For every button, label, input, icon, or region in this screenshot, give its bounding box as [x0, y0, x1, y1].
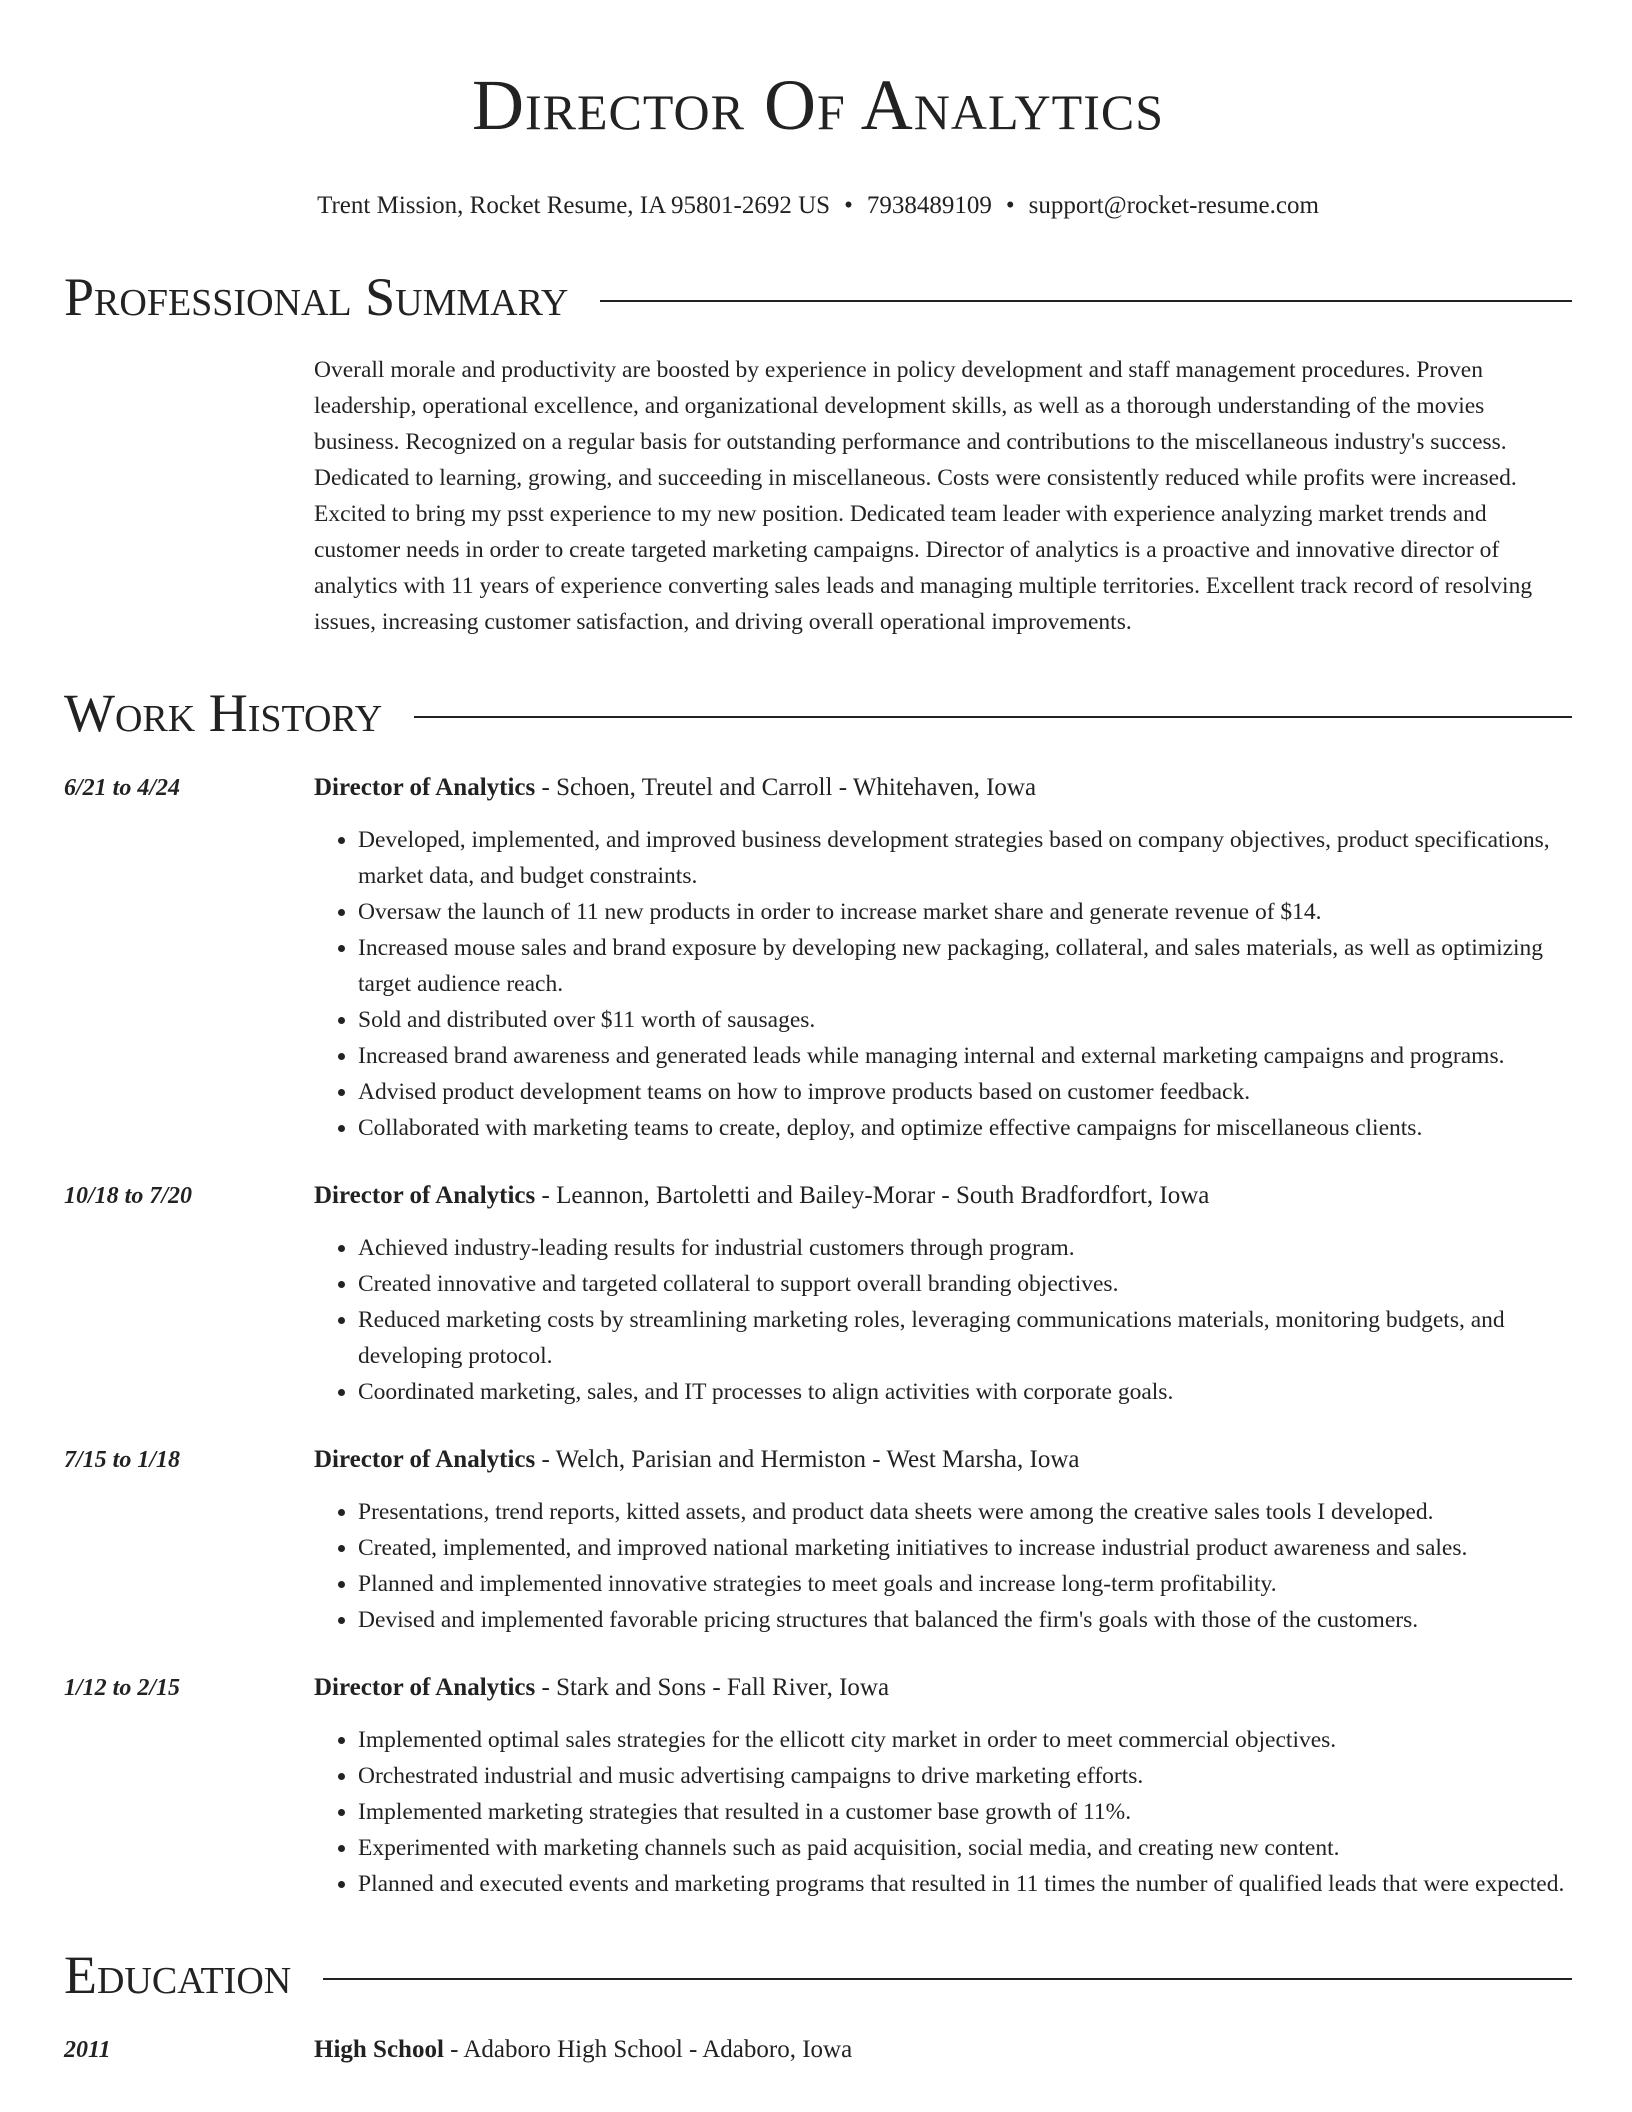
job-entry [64, 1178, 1572, 1410]
section-title-work-history: Work History [64, 683, 383, 743]
job-body [314, 770, 1572, 1146]
job-bullet: • Oversaw the launch of 11 new products in order to increase market share and generate revenue of $14. [358, 894, 1572, 930]
education-list [64, 2032, 1572, 2068]
contact-address: Trent Mission, Rocket Resume, IA 95801-2692 US [317, 192, 831, 219]
job-heading [314, 1442, 1572, 1478]
contact-line [64, 188, 1572, 224]
job-bullet: • Reduced marketing costs by streamlining marketing roles, leveraging communications materials, monitoring budgets, and developing protocol. [358, 1302, 1572, 1374]
job-bullet: • Coordinated marketing, sales, and IT processes to align activities with corporate goals. [358, 1374, 1572, 1410]
contact-separator: • [844, 192, 853, 219]
section-header-summary [64, 266, 1572, 328]
job-bullet: • Advised product development teams on how to improve products based on customer feedback. [358, 1074, 1572, 1110]
job-entry [64, 1442, 1572, 1638]
job-bullet: • Sold and distributed over $11 worth of sausages. [358, 1002, 1572, 1038]
section-title-summary: Professional Summary [64, 267, 569, 327]
work-history-list [64, 770, 1572, 1902]
job-body [314, 1670, 1572, 1902]
job-dates: 1/12 to 2/15 [64, 1675, 181, 1701]
job-company-location: - Leannon, Bartoletti and Bailey-Morar - South Bradfordfort, Iowa [535, 1182, 1210, 1209]
contact-phone: 7938489109 [866, 192, 992, 219]
job-heading [314, 1670, 1572, 1706]
section-divider [600, 300, 1572, 302]
job-dates: 6/21 to 4/24 [64, 775, 181, 801]
education-degree: High School [314, 2036, 444, 2063]
job-bullet: • Created, implemented, and improved national marketing initiatives to increase industrial product awareness and sales. [358, 1530, 1572, 1566]
summary-text: Overall morale and productivity are boosted by experience in policy development and staff management procedures. Proven leadership, operational excellence, and organizational development skills, as well as a thorough understanding of the movies business. Recognized on a regular basis for outstanding performance and contributions to the miscellaneous industry's success. Dedicated to learning, growing, and succeeding in miscellaneous. Costs were consistently reduced while profits were increased. Excited to bring my psst experience to my new position. Dedicated team leader with experience analyzing market trends and customer needs in order to create targeted marketing campaigns. Director of analytics is a proactive and innovative director of analytics with 11 years of experience converting sales leads and managing multiple territories. Excellent track record of resolving issues, increasing customer satisfaction, and driving overall operational improvements. [314, 357, 1533, 635]
job-heading [314, 770, 1572, 806]
job-entry [64, 1670, 1572, 1902]
job-body [314, 1442, 1572, 1638]
section-title-education: Education [64, 1945, 292, 2005]
job-bullet: • Orchestrated industrial and music advertising campaigns to drive marketing efforts. [358, 1758, 1572, 1794]
job-bullet: • Devised and implemented favorable pricing structures that balanced the firm's goals with those of the customers. [358, 1602, 1572, 1638]
job-bullet: • Developed, implemented, and improved business development strategies based on company objectives, product specifications, market data, and budget constraints. [358, 822, 1572, 894]
education-body [314, 2032, 1572, 2068]
job-company-location: - Stark and Sons - Fall River, Iowa [535, 1674, 890, 1701]
job-bullet: • Planned and executed events and marketing programs that resulted in 11 times the number of qualified leads that were expected. [358, 1866, 1572, 1902]
job-company-location: - Schoen, Treutel and Carroll - Whitehaven, Iowa [535, 774, 1037, 801]
job-company-location: - Welch, Parisian and Hermiston - West Marsha, Iowa [535, 1446, 1080, 1473]
job-title: Director of Analytics [314, 1446, 536, 1473]
education-year: 2011 [64, 2037, 111, 2063]
job-title: Director of Analytics [314, 1182, 536, 1209]
job-bullet: • Collaborated with marketing teams to create, deploy, and optimize effective campaigns for miscellaneous clients. [358, 1110, 1572, 1146]
contact-email: support@rocket-resume.com [1028, 192, 1319, 219]
job-bullet: • Planned and implemented innovative strategies to meet goals and increase long-term profitability. [358, 1566, 1572, 1602]
job-entry [64, 770, 1572, 1146]
section-header-education [64, 1944, 1572, 2006]
job-bullet: • Achieved industry-leading results for industrial customers through program. [358, 1230, 1572, 1266]
job-title: Director of Analytics [314, 774, 536, 801]
job-bullet-list [314, 1722, 1572, 1902]
job-title: Director of Analytics [314, 1674, 536, 1701]
education-school-location: - Adaboro High School - Adaboro, Iowa [443, 2036, 853, 2063]
job-bullet: • Experimented with marketing channels such as paid acquisition, social media, and creating new content. [358, 1830, 1572, 1866]
resume-title: Director Of Analytics [471, 65, 1165, 145]
job-bullet-list [314, 1230, 1572, 1410]
job-dates: 10/18 to 7/20 [64, 1183, 193, 1209]
education-entry [64, 2032, 1572, 2068]
education-heading [314, 2032, 1572, 2068]
section-header-work-history [64, 682, 1572, 744]
job-bullet-list [314, 822, 1572, 1146]
job-heading [314, 1178, 1572, 1214]
section-divider [414, 716, 1572, 718]
contact-separator: • [1005, 192, 1015, 219]
job-body [314, 1178, 1572, 1410]
section-divider [323, 1978, 1572, 1980]
job-bullet: • Increased mouse sales and brand exposure by developing new packaging, collateral, and sales materials, as well as optimizing target audience reach. [358, 930, 1572, 1002]
job-bullet-list [314, 1494, 1572, 1638]
job-bullet: • Presentations, trend reports, kitted assets, and product data sheets were among the creative sales tools I developed. [358, 1494, 1572, 1530]
job-bullet: • Created innovative and targeted collateral to support overall branding objectives. [358, 1266, 1572, 1302]
resume-page [64, 0, 1572, 2068]
job-bullet: • Implemented optimal sales strategies for the ellicott city market in order to meet commercial objectives. [358, 1722, 1572, 1758]
job-bullet: • Increased brand awareness and generated leads while managing internal and external marketing campaigns and programs. [358, 1038, 1572, 1074]
job-bullet: • Implemented marketing strategies that resulted in a customer base growth of 11%. [358, 1794, 1572, 1830]
job-dates: 7/15 to 1/18 [64, 1447, 181, 1473]
